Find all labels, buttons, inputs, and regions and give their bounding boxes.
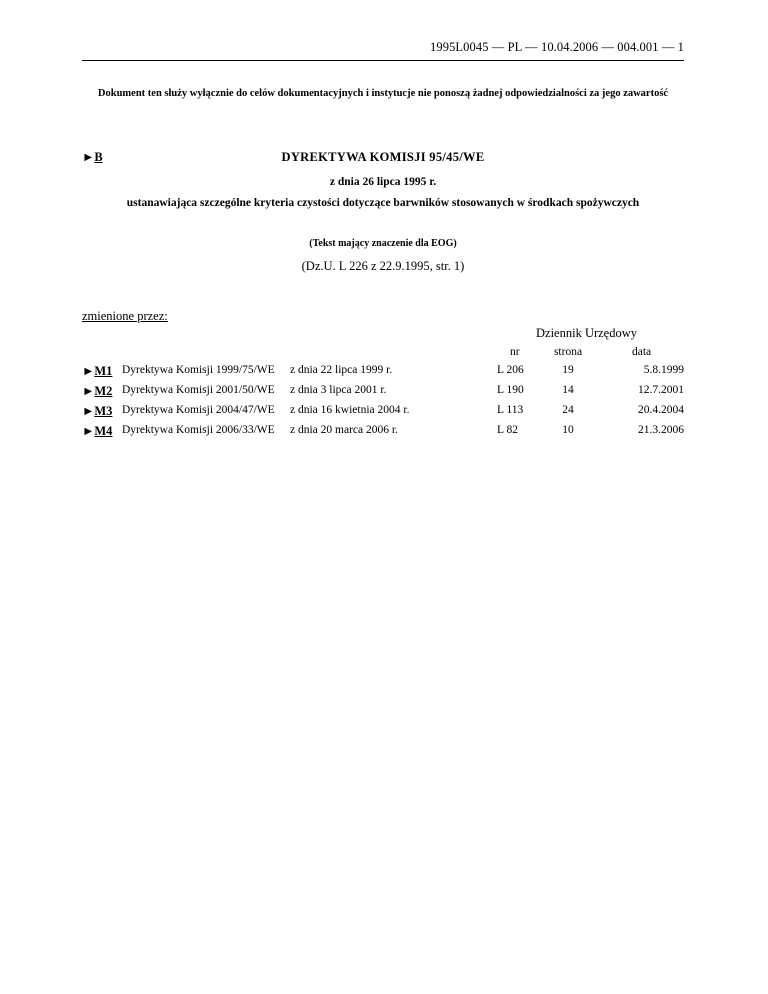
journal-number: L 113 [497,404,524,416]
amendment-row [0,384,768,404]
amendment-row [0,404,768,424]
oj-reference: (Dz.U. L 226 z 22.9.1995, str. 1) [301,259,465,273]
document-title: DYREKTYWA KOMISJI 95/45/WE [281,150,485,164]
amendment-marker[interactable] [82,424,112,439]
marker-arrow-icon: ► [82,150,95,164]
journal-date: 5.8.1999 [643,364,684,376]
document-reference: 1995L0045 — PL — 10.04.2006 — 004.001 — 1 [430,40,684,54]
amendment-act: Dyrektywa Komisji 2004/47/WE [122,404,275,416]
journal-number: L 190 [497,384,524,396]
journal-page: 10 [562,424,574,436]
column-nr: nr [510,346,520,358]
journal-date: 20.4.2004 [638,404,684,416]
amendment-marker[interactable] [82,364,112,379]
journal-page: 14 [562,384,574,396]
journal-date: 21.3.2006 [638,424,684,436]
journal-date: 12.7.2001 [638,384,684,396]
amendment-date: z dnia 16 kwietnia 2004 r. [290,404,410,416]
document-subject: ustanawiająca szczególne kryteria czystości dotyczące barwników stosowanych w środkach spożywczych [126,197,640,209]
amendment-marker[interactable] [82,404,112,419]
amendment-date: z dnia 3 lipca 2001 r. [290,384,387,396]
amendment-marker[interactable] [82,384,112,399]
header-rule [82,60,684,61]
marker-code: B [94,150,103,164]
marker-code: M1 [94,364,113,378]
journal-number: L 82 [497,424,518,436]
amendment-date: z dnia 20 marca 2006 r. [290,424,398,436]
marker-code: M2 [94,384,113,398]
marker-code: M3 [94,404,113,418]
marker-arrow-icon: ► [82,404,95,418]
journal-header: Dziennik Urzędowy [536,326,638,340]
column-date: data [632,346,652,358]
column-page: strona [553,346,583,358]
journal-number: L 206 [497,364,524,376]
journal-page: 24 [562,404,574,416]
disclaimer: Dokument ten służy wyłącznie do celów dokumentacyjnych i instytucje nie ponoszą żadnej odpowiedzialności za jego zawartość [97,88,669,99]
amendment-act: Dyrektywa Komisji 2006/33/WE [122,424,275,436]
amendment-row [0,364,768,384]
journal-page: 19 [562,364,574,376]
marker-arrow-icon: ► [82,364,95,378]
amendment-act: Dyrektywa Komisji 1999/75/WE [122,364,275,376]
amendment-act: Dyrektywa Komisji 2001/50/WE [122,384,275,396]
amendment-row [0,424,768,444]
document-date: z dnia 26 lipca 1995 r. [329,176,437,188]
amendment-date: z dnia 22 lipca 1999 r. [290,364,393,376]
marker-arrow-icon: ► [82,384,95,398]
marker-code: M4 [94,424,113,438]
marker-arrow-icon: ► [82,424,95,438]
eea-note: (Tekst mający znaczenie dla EOG) [309,238,457,249]
amended-by-label: zmienione przez: [82,309,168,323]
